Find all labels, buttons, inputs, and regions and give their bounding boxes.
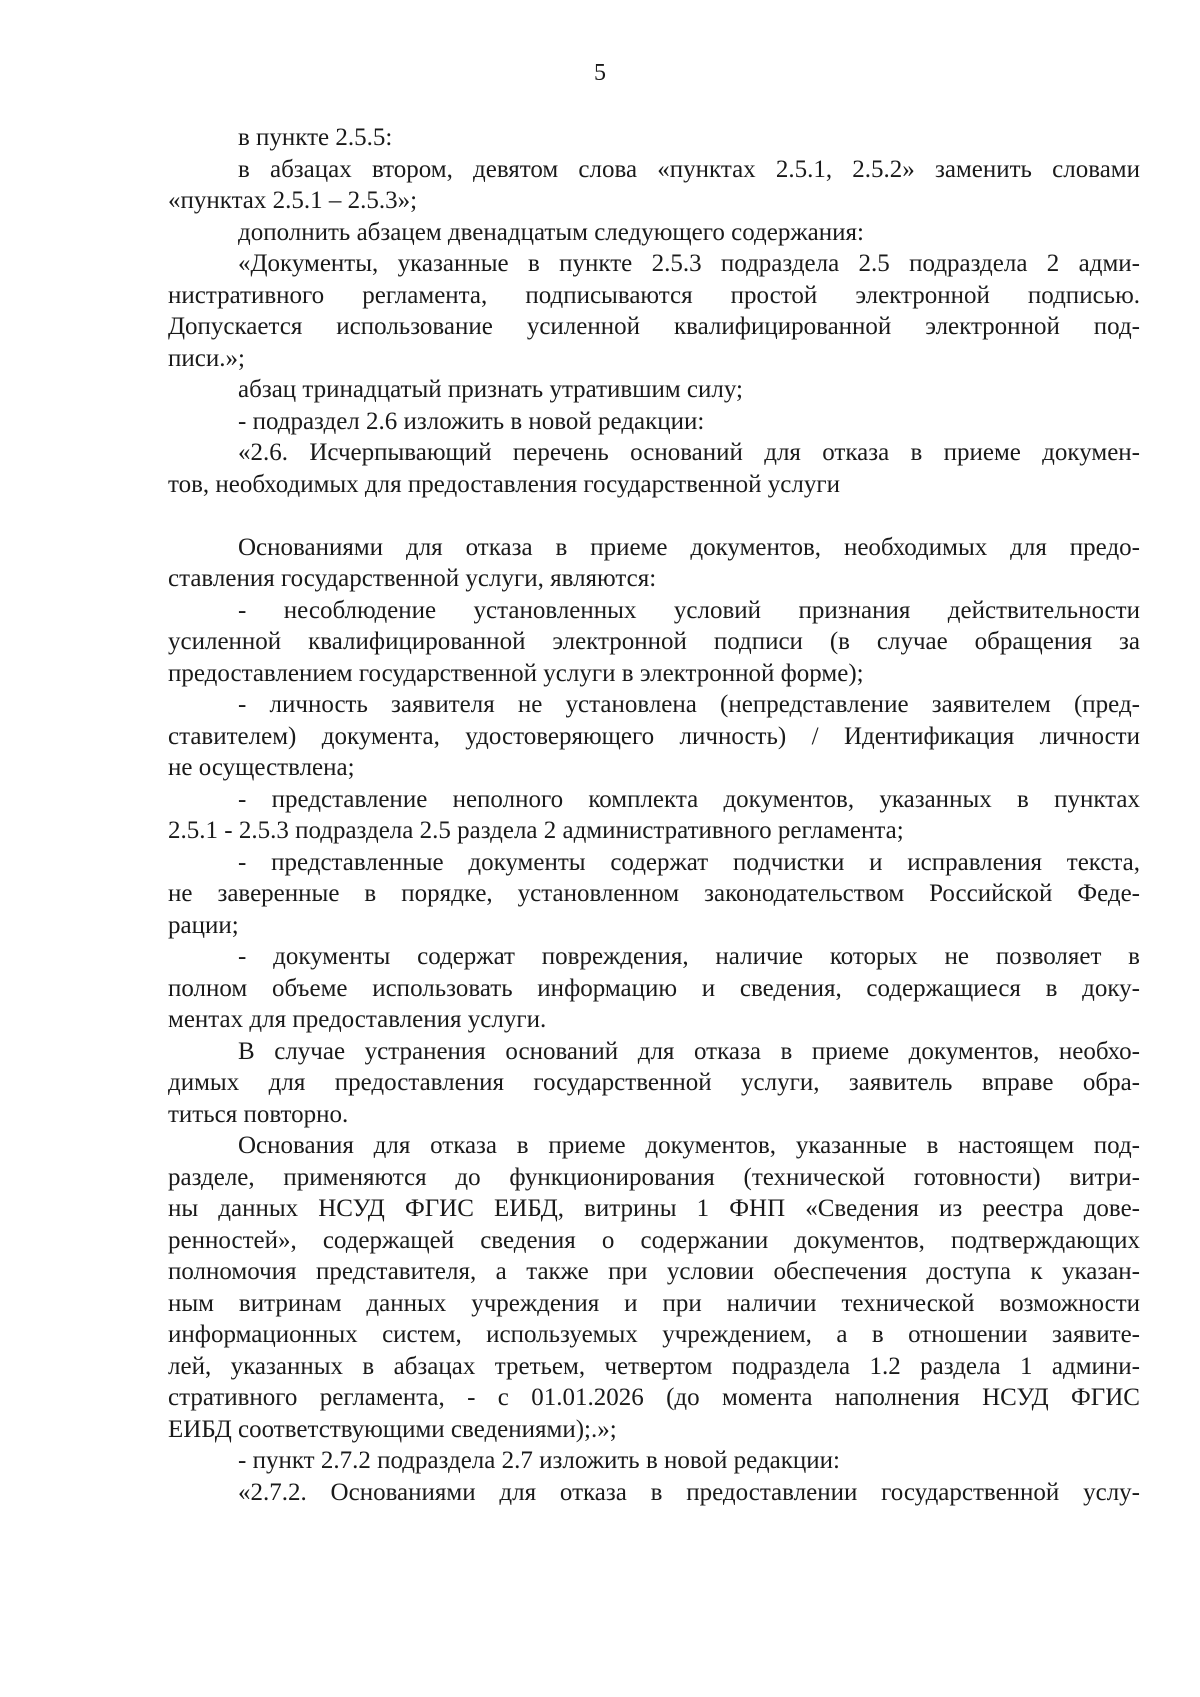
text-line: писи.»;: [168, 344, 245, 372]
text-line: - представленные документы содержат подчистки и исправления текста,: [238, 848, 1140, 876]
text-line: ЕИБД соответствующими сведениями);.»;: [168, 1415, 617, 1443]
text-line: «2.7.2. Основаниями для отказа в предоставлении государственной услу-: [238, 1478, 1140, 1506]
text-line: рации;: [168, 911, 239, 939]
text-line: нистративного регламента, подписываются простой электронной подписью.: [168, 281, 1140, 309]
text-line: - представление неполного комплекта документов, указанных в пунктах: [238, 785, 1140, 813]
text-line: димых для предоставления государственной услуги, заявитель вправе обра-: [168, 1069, 1140, 1096]
text-line: в абзацах втором, девятом слова «пунктах 2.5.1, 2.5.2» заменить словами: [238, 155, 1140, 183]
text-line: полномочия представителя, а также при условии обеспечения доступа к указан-: [168, 1258, 1140, 1285]
text-line: стративного регламента, - с 01.01.2026 (до момента наполнения НСУД ФГИС: [168, 1384, 1140, 1411]
text-line: предоставлением государственной услуги в электронной форме);: [168, 659, 864, 687]
text-line: в пункте 2.5.5:: [238, 124, 393, 151]
text-line: Допускается использование усиленной квалифицированной электронной под-: [168, 313, 1140, 340]
text-line: - подраздел 2.6 изложить в новой редакции:: [238, 407, 705, 435]
text-line: тов, необходимых для предоставления государственной услуги: [168, 470, 840, 498]
text-line: разделе, применяются до функционирования (технической готовности) витри-: [168, 1163, 1140, 1191]
text-line: титься повторно.: [168, 1100, 349, 1128]
text-line: Основания для отказа в приеме документов, указанные в настоящем под-: [238, 1132, 1140, 1159]
document-body: [168, 122, 1140, 1508]
text-line: ренностей», содержащей сведения о содержании документов, подтверждающих: [168, 1226, 1140, 1254]
text-line: ставления государственной услуги, являются:: [168, 565, 657, 592]
text-line: дополнить абзацем двенадцатым следующего содержания:: [238, 218, 864, 246]
text-line: не заверенные в порядке, установленном законодательством Российской Феде-: [168, 880, 1140, 907]
text-line: 2.5.1 - 2.5.3 подраздела 2.5 раздела 2 административного регламента;: [168, 817, 904, 844]
blank-line: [168, 500, 1140, 532]
page-number: 5: [594, 60, 606, 86]
text-line: - личность заявителя не установлена (непредставление заявителем (пред-: [238, 691, 1140, 718]
text-line: полном объеме использовать информацию и сведения, содержащиеся в доку-: [168, 974, 1140, 1002]
text-line: ставителем) документа, удостоверяющего личность) / Идентификация личности: [168, 722, 1140, 750]
text-line: - документы содержат повреждения, наличие которых не позволяет в: [238, 943, 1140, 970]
text-line: - несоблюдение установленных условий признания действительности: [238, 596, 1140, 624]
text-line: В случае устранения оснований для отказа в приеме документов, необхо-: [238, 1037, 1140, 1065]
text-line: «пунктах 2.5.1 – 2.5.3»;: [168, 187, 418, 214]
text-line: усиленной квалифицированной электронной подписи (в случае обращения за: [168, 628, 1140, 655]
text-line: абзац тринадцатый признать утратившим силу;: [238, 376, 743, 403]
text-line: ны данных НСУД ФГИС ЕИБД, витрины 1 ФНП «Сведения из реестра дове-: [168, 1195, 1140, 1222]
text-line: ным витринам данных учреждения и при наличии технической возможности: [168, 1289, 1140, 1317]
text-line: - пункт 2.7.2 подраздела 2.7 изложить в новой редакции:: [238, 1447, 840, 1474]
text-line: «Документы, указанные в пункте 2.5.3 подраздела 2.5 подраздела 2 адми-: [238, 250, 1140, 277]
text-line: Основаниями для отказа в приеме документов, необходимых для предо-: [238, 533, 1140, 561]
text-line: информационных систем, используемых учреждением, а в отношении заявите-: [168, 1321, 1140, 1348]
text-line: не осуществлена;: [168, 754, 355, 781]
text-line: ментах для предоставления услуги.: [168, 1006, 547, 1033]
text-line: лей, указанных в абзацах третьем, четвертом подраздела 1.2 раздела 1 админи-: [168, 1352, 1140, 1380]
text-line: «2.6. Исчерпывающий перечень оснований для отказа в приеме докумен-: [238, 439, 1140, 466]
